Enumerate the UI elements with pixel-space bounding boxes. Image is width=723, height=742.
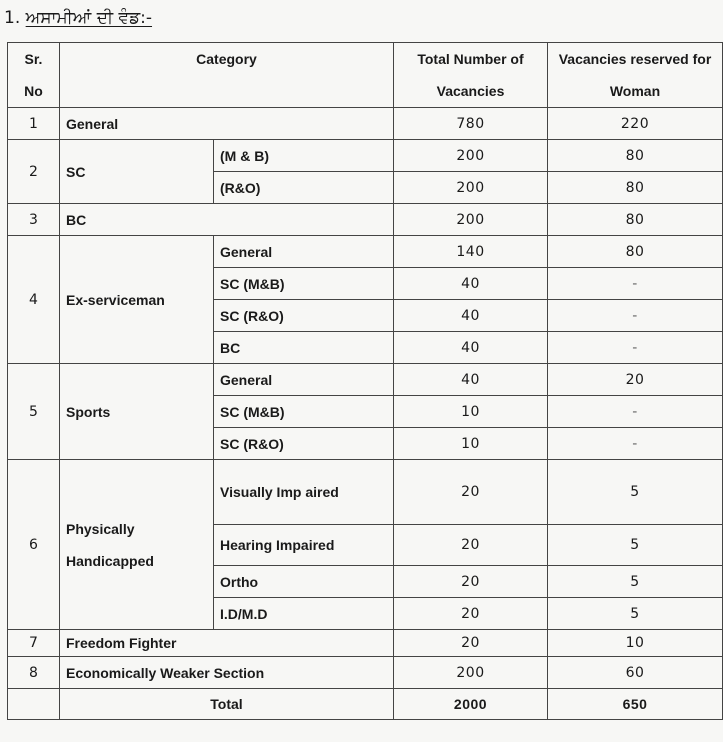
subcategory-label: Visually Imp aired — [214, 460, 394, 525]
table-row — [8, 630, 723, 657]
women-value: 10 — [548, 630, 723, 657]
subcategory-label: (R&O) — [214, 172, 394, 204]
category-label: SC — [60, 140, 214, 204]
women-value: 5 — [548, 598, 723, 630]
subcategory-label: BC — [214, 332, 394, 364]
category-label: BC — [60, 204, 394, 236]
table-row — [8, 657, 723, 689]
total-value: 20 — [394, 460, 548, 525]
subcategory-label: I.D/M.D — [214, 598, 394, 630]
section-number: 1. — [4, 8, 21, 28]
total-value: 200 — [394, 657, 548, 689]
sr-number: 4 — [8, 236, 60, 364]
category-label: Physically Handicapped — [60, 460, 214, 630]
subcategory-label: (M & B) — [214, 140, 394, 172]
women-value: 80 — [548, 204, 723, 236]
total-label: Total — [60, 689, 394, 720]
category-label: Economically Weaker Section — [60, 657, 394, 689]
subcategory-label: SC (R&O) — [214, 300, 394, 332]
sr-number: 3 — [8, 204, 60, 236]
total-value: 20 — [394, 630, 548, 657]
subcategory-label: SC (M&B) — [214, 396, 394, 428]
vacancy-table — [7, 42, 723, 720]
category-label: General — [60, 108, 394, 140]
women-value: 60 — [548, 657, 723, 689]
women-value: - — [548, 268, 723, 300]
category-label: Sports — [60, 364, 214, 460]
total-value: 200 — [394, 140, 548, 172]
total-value: 40 — [394, 268, 548, 300]
women-value: 220 — [548, 108, 723, 140]
header-women-vacancies: Vacancies reserved for Woman — [548, 43, 723, 108]
total-value: 40 — [394, 364, 548, 396]
subcategory-label: Hearing Impaired — [214, 525, 394, 566]
total-value: 140 — [394, 236, 548, 268]
grand-total-value: 2000 — [394, 689, 548, 720]
header-category: Category — [60, 43, 394, 108]
sr-number: 7 — [8, 630, 60, 657]
table-row — [8, 236, 723, 268]
women-value: 5 — [548, 525, 723, 566]
subcategory-label: SC (M&B) — [214, 268, 394, 300]
grand-total-women: 650 — [548, 689, 723, 720]
total-value: 780 — [394, 108, 548, 140]
subcategory-label: Ortho — [214, 566, 394, 598]
table-header-row — [8, 43, 723, 108]
table-row — [8, 460, 723, 525]
total-row — [8, 689, 723, 720]
table-row — [8, 108, 723, 140]
women-value: - — [548, 332, 723, 364]
category-label: Ex-serviceman — [60, 236, 214, 364]
total-value: 10 — [394, 428, 548, 460]
category-label: Freedom Fighter — [60, 630, 394, 657]
sr-number: 5 — [8, 364, 60, 460]
total-value: 40 — [394, 332, 548, 364]
total-value: 20 — [394, 525, 548, 566]
women-value: 80 — [548, 172, 723, 204]
women-value: 80 — [548, 236, 723, 268]
women-value: - — [548, 300, 723, 332]
women-value: 5 — [548, 566, 723, 598]
table-row — [8, 204, 723, 236]
table-row — [8, 140, 723, 172]
header-sr-no: Sr. No — [8, 43, 60, 108]
total-value: 200 — [394, 172, 548, 204]
women-value: - — [548, 428, 723, 460]
women-value: 5 — [548, 460, 723, 525]
total-value: 40 — [394, 300, 548, 332]
subcategory-label: General — [214, 364, 394, 396]
total-value: 20 — [394, 566, 548, 598]
sr-number: 1 — [8, 108, 60, 140]
women-value: - — [548, 396, 723, 428]
women-value: 80 — [548, 140, 723, 172]
table-row — [8, 364, 723, 396]
total-value: 200 — [394, 204, 548, 236]
sr-number: 2 — [8, 140, 60, 204]
section-heading — [4, 8, 152, 28]
total-sr-blank — [8, 689, 60, 720]
total-value: 20 — [394, 598, 548, 630]
subcategory-label: General — [214, 236, 394, 268]
women-value: 20 — [548, 364, 723, 396]
sr-number: 8 — [8, 657, 60, 689]
subcategory-label: SC (R&O) — [214, 428, 394, 460]
header-total-vacancies: Total Number of Vacancies — [394, 43, 548, 108]
sr-number: 6 — [8, 460, 60, 630]
section-title: ਅਸਾਮੀਆਂ ਦੀ ਵੰਡ:- — [25, 8, 153, 28]
total-value: 10 — [394, 396, 548, 428]
